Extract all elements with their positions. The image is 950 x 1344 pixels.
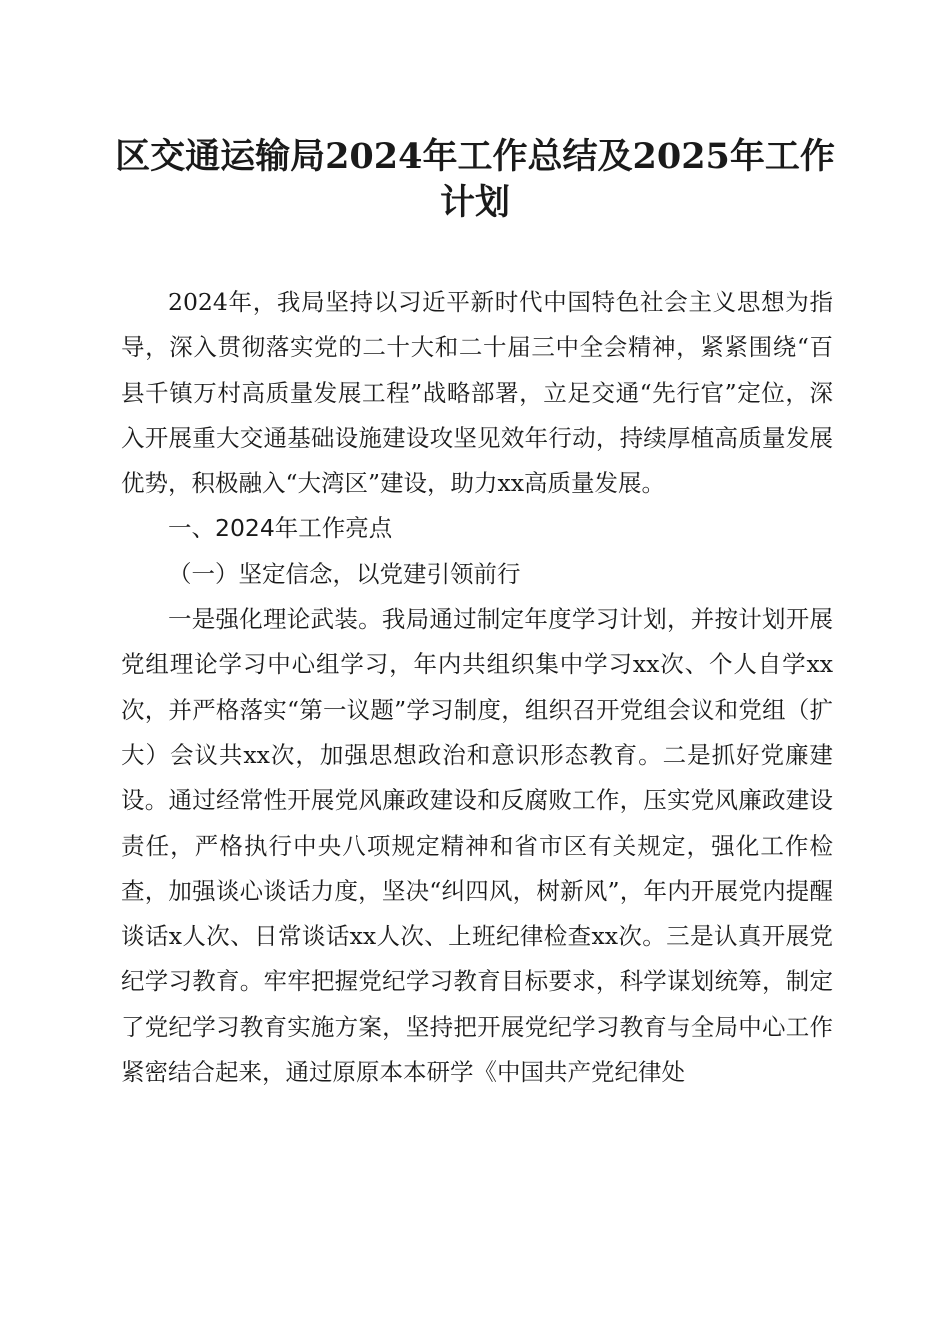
subsection-heading: （一）坚定信念，以党建引领前行 [168, 559, 521, 588]
body-paragraph [121, 597, 833, 1095]
document-body [121, 280, 833, 1095]
paragraph-lead: 一是强化理论武装。 [168, 605, 382, 634]
title-line-1: 区交通运输局2024年工作总结及2025年工作 [115, 136, 835, 177]
title-line-2: 计划 [439, 182, 510, 223]
section-heading: 一、2024年工作亮点 [168, 514, 393, 543]
intro-paragraph: 2024年，我局坚持以习近平新时代中国特色社会主义思想为指导，深入贯彻落实党的二十大和二十届三中全会精神，紧紧围绕“百县千镇万村高质量发展工程”战略部署，立足交通“先行官”定位，深入开展重大交通基础设施建设攻坚见效年行动，持续厚植高质量发展优势，积极融入“大湾区”建设，助力xx高质量发展。 [121, 288, 833, 498]
paragraph-body: 我局通过制定年度学习计划，并按计划开展党组理论学习中心组学习，年内共组织集中学习xx次、个人自学xx次，并严格落实“第一议题”学习制度，组织召开党组会议和党组（扩大）会议共xx次，加强思想政治和意识形态教育。二是抓好党廉建设。通过经常性开展党风廉政建设和反腐败工作，压实党风廉政建设责任，严格执行中央八项规定精神和省市区有关规定，强化工作检查，加强谈心谈话力度，坚决“纠四风，树新风”，年内开展党内提醒谈话x人次、日常谈话xx人次、上班纪律检查xx次。三是认真开展党纪学习教育。牢牢把握党纪学习教育目标要求，科学谋划统筹，制定了党纪学习教育实施方案，坚持把开展党纪学习教育与全局中心工作紧密结合起来，通过原原本本研学《中国共产党纪律处 [121, 605, 834, 1087]
document-title [110, 134, 840, 226]
